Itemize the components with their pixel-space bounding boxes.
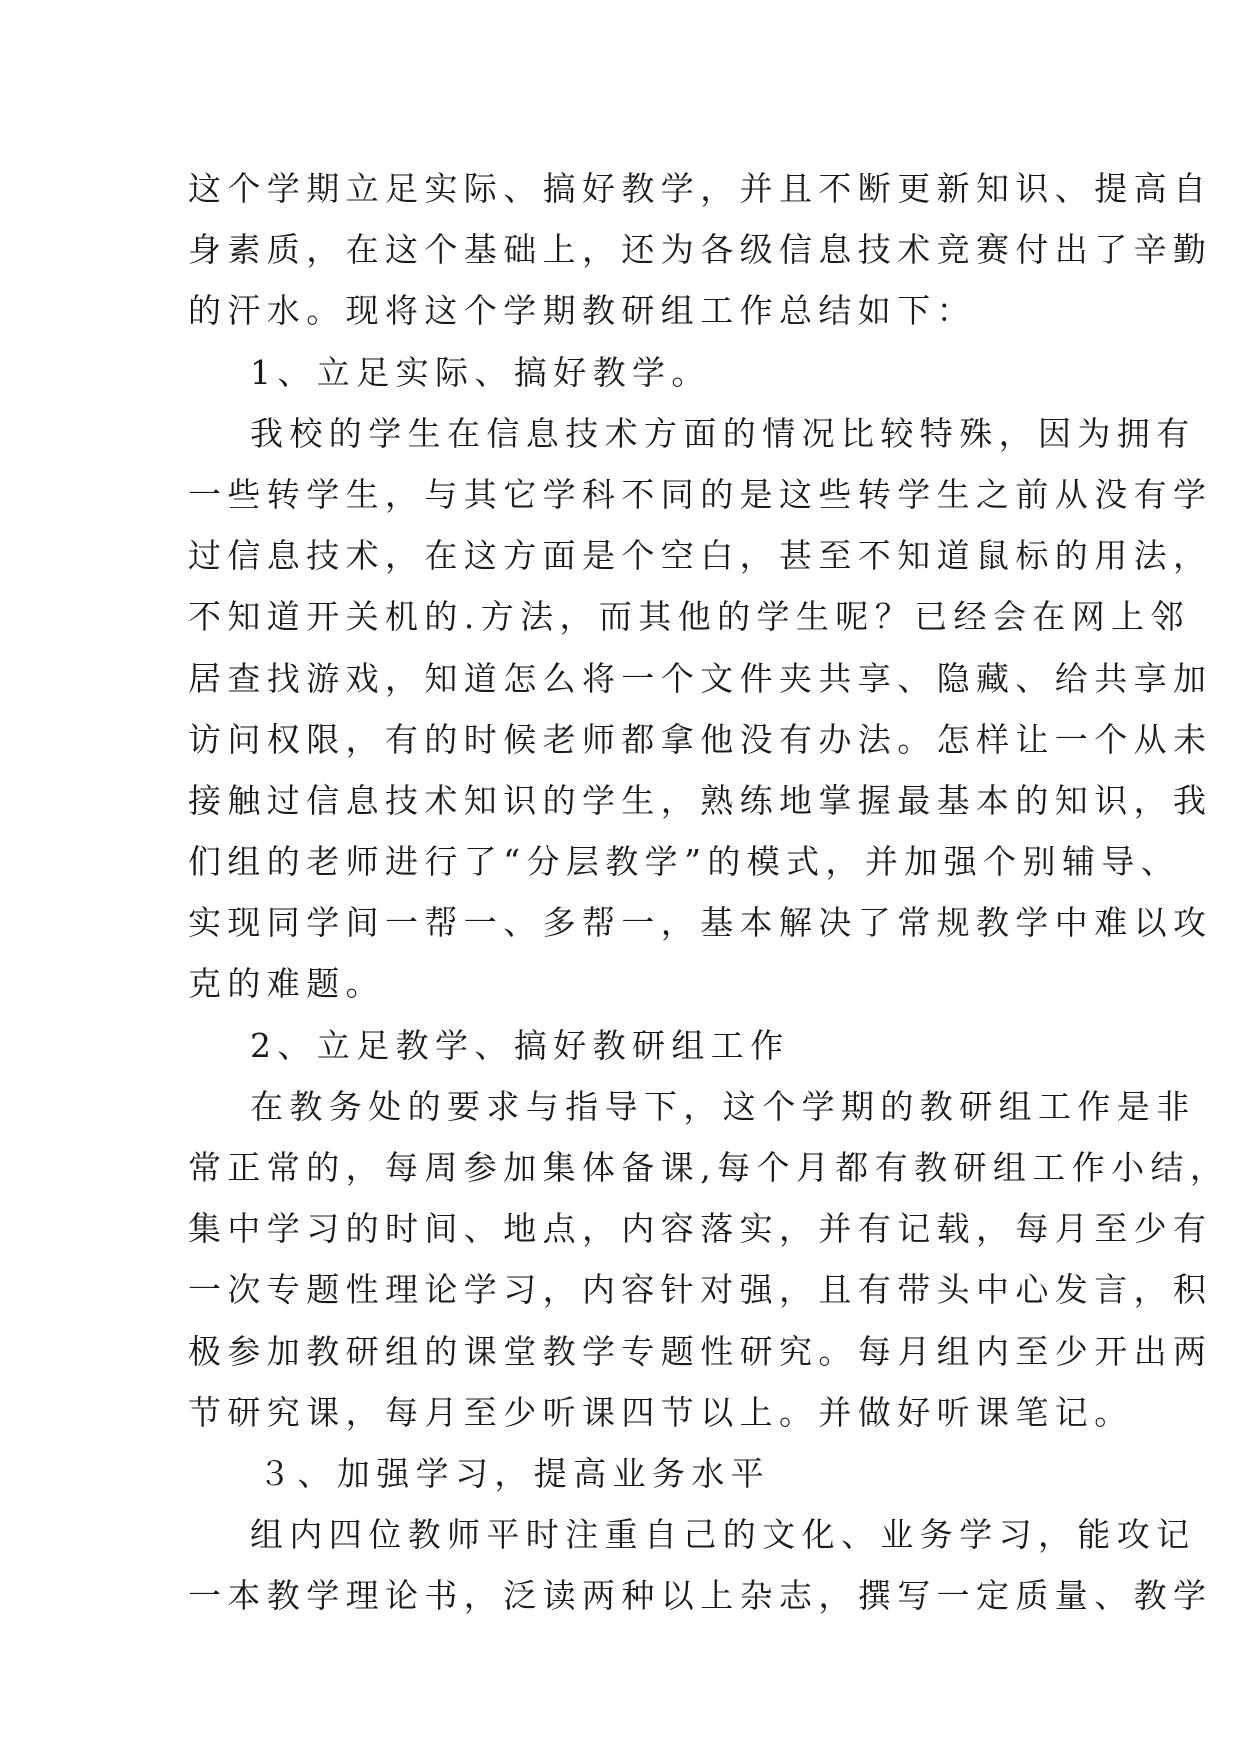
paragraph-line: 组内四位教师平时注重自己的文化、业务学习，能攻记 bbox=[250, 1515, 1196, 1555]
paragraph-line: 极参加教研组的课堂教学专题性研究。每月组内至少开出两 bbox=[188, 1331, 1213, 1371]
paragraph-line: 一些转学生，与其它学科不同的是这些转学生之前从没有学 bbox=[188, 474, 1213, 514]
paragraph-line: 节研究课，每月至少听课四节以上。并做好听课笔记。 bbox=[188, 1392, 1134, 1432]
paragraph-line: 接触过信息技术知识的学生，熟练地掌握最基本的知识，我 bbox=[188, 780, 1213, 820]
paragraph-line: 过信息技术，在这方面是个空白，甚至不知道鼠标的用法， bbox=[188, 536, 1213, 576]
paragraph-line: 一次专题性理论学习，内容针对强，且有带头中心发言，积 bbox=[188, 1270, 1213, 1310]
paragraph-line: 一本教学理论书，泛读两种以上杂志，撰写一定质量、教学 bbox=[188, 1576, 1213, 1616]
paragraph-line: 实现同学间一帮一、多帮一，基本解决了常规教学中难以攻 bbox=[188, 903, 1213, 943]
paragraph-line: 集中学习的时间、地点，内容落实，并有记载，每月至少有 bbox=[188, 1209, 1213, 1249]
paragraph-line: 不知道开关机的.方法，而其他的学生呢？已经会在网上邻 bbox=[188, 597, 1190, 637]
section-heading-2: 2、立足教学、搞好教研组工作 bbox=[250, 1025, 790, 1065]
paragraph-line: 居查找游戏，知道怎么将一个文件夹共享、隐藏、给共享加 bbox=[188, 658, 1213, 698]
paragraph-line: 在教务处的要求与指导下，这个学期的教研组工作是非 bbox=[250, 1086, 1196, 1126]
paragraph-line: 我校的学生在信息技术方面的情况比较特殊，因为拥有 bbox=[250, 413, 1196, 453]
paragraph-line: 们组的老师进行了“分层教学”的模式，并加强个别辅导、 bbox=[188, 842, 1181, 882]
document-body bbox=[188, 158, 1230, 1627]
paragraph-line: 的汗水。现将这个学期教研组工作总结如下： bbox=[188, 291, 976, 331]
paragraph-line: 这个学期立足实际、搞好教学，并且不断更新知识、提高自 bbox=[188, 169, 1213, 208]
paragraph-line: 常正常的，每周参加集体备课,每个月都有教研组工作小结， bbox=[188, 1148, 1230, 1187]
paragraph-line: 克的难题。 bbox=[188, 964, 385, 1004]
paragraph-line: 访问权限，有的时候老师都拿他没有办法。怎样让一个从未 bbox=[188, 719, 1213, 759]
section-heading-3: ３、加强学习，提高业务水平 bbox=[258, 1453, 771, 1493]
section-heading-1: 1、立足实际、搞好教学。 bbox=[250, 352, 711, 392]
paragraph-line: 身素质，在这个基础上，还为各级信息技术竞赛付出了辛勤 bbox=[188, 230, 1213, 270]
